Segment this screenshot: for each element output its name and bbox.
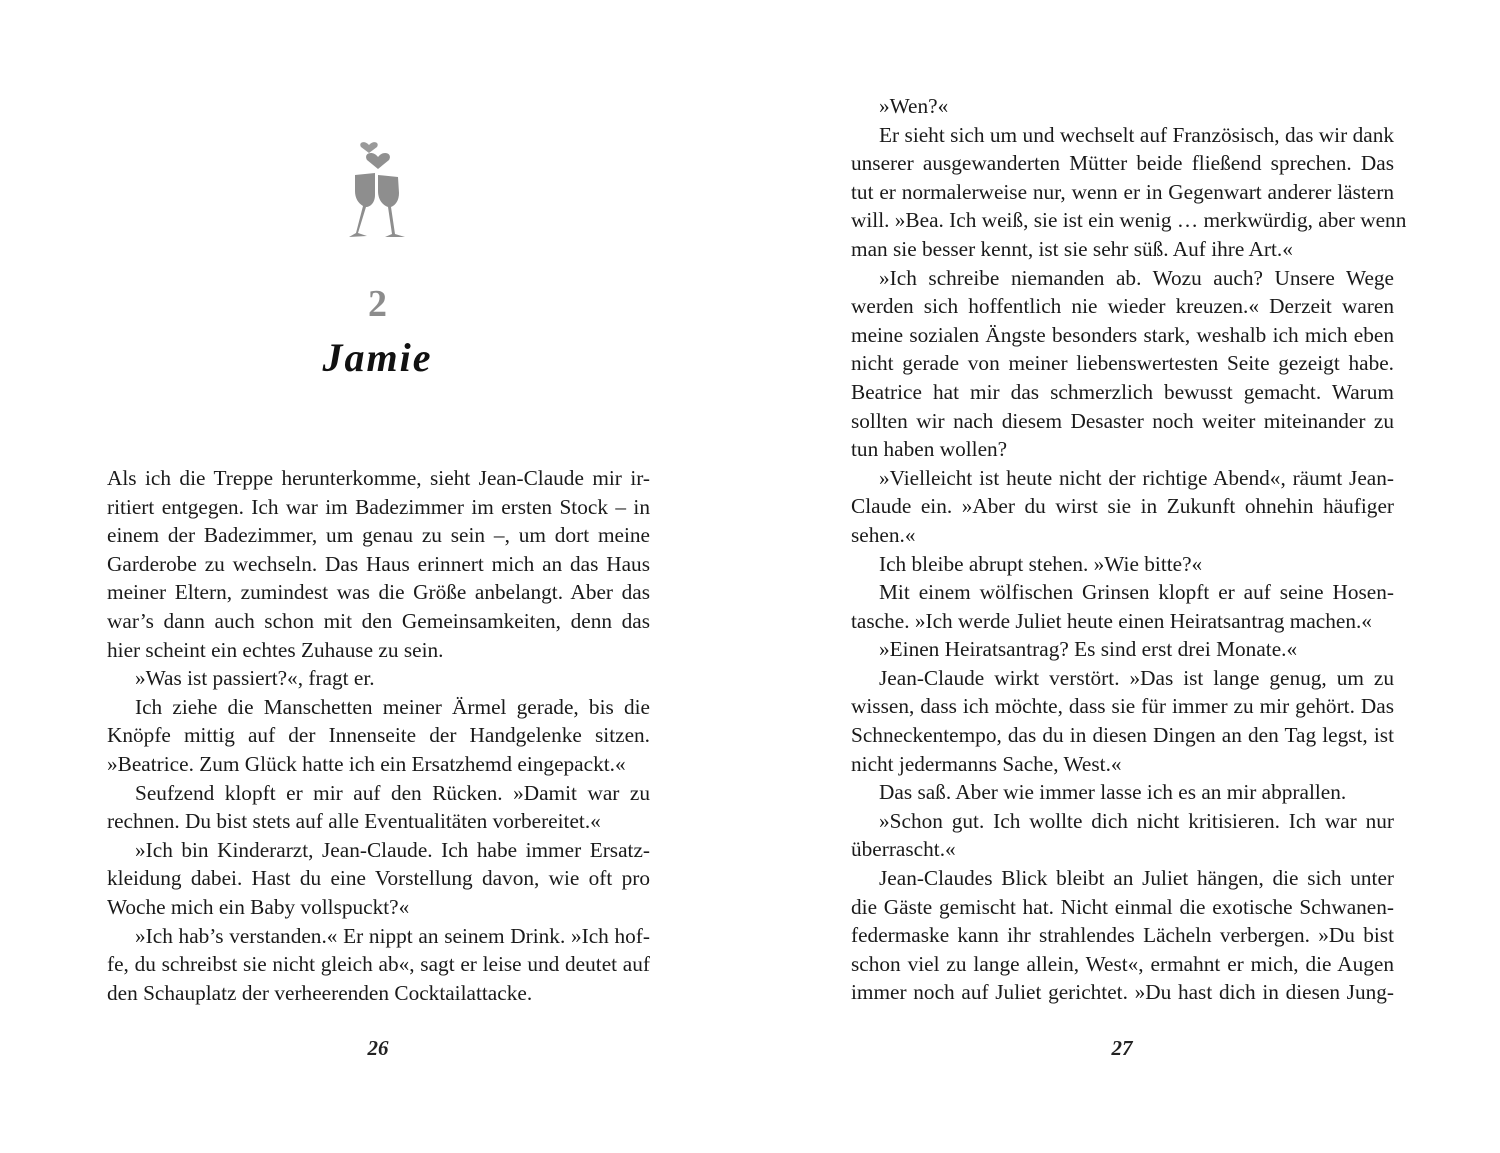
text-line: nicht jedermanns Sache, West.« (851, 751, 1122, 776)
text-line: »Was ist passiert?«, fragt er. (135, 666, 375, 691)
right-page-body-text (851, 92, 1407, 1007)
large-heart-icon (366, 153, 390, 169)
text-line: Als ich die Treppe herunterkomme, sieht Jean-Claude mir ir- (107, 466, 650, 490)
text-line: tun haben wollen? (851, 437, 1008, 462)
text-line: Claude ein. »Aber du wirst sie in Zukunft ohnehin häufiger (851, 494, 1394, 519)
text-line: Woche mich ein Baby vollspuckt?« (107, 894, 410, 919)
text-line: immer noch auf Juliet gerichtet. »Du hast dich in diesen Jung- (851, 980, 1394, 1005)
text-line: »Ich bin Kinderarzt, Jean-Claude. Ich habe immer Ersatz- (135, 837, 650, 862)
text-line: will. »Bea. Ich weiß, sie ist ein wenig … merkwürdig, aber wenn (851, 208, 1407, 233)
text-line: überrascht.« (851, 837, 956, 862)
text-line: schon viel zu lange allein, West«, ermahnt er mich, die Augen (851, 951, 1394, 976)
text-line: Jean-Claude wirkt verstört. »Das ist lange genug, um zu (879, 665, 1394, 690)
text-line: rechnen. Du bist stets auf alle Eventualitäten vorbereitet.« (107, 809, 601, 834)
chapter-title: Jamie (322, 335, 433, 380)
text-line: fe, du schreibst sie nicht gleich ab«, sagt er leise und deutet auf (107, 952, 650, 977)
right-glass-icon (378, 175, 405, 237)
text-line: Garderobe zu wechseln. Das Haus erinnert mich an das Haus (107, 551, 650, 576)
text-line: federmaske kann ihr strahlendes Lächeln verbergen. »Du bist (851, 923, 1394, 948)
text-line: die Gäste gemischt hat. Nicht einmal die exotische Schwanen- (851, 894, 1394, 919)
text-line: Schneckentempo, das du in diesen Dingen an den Tag legst, ist (851, 723, 1394, 748)
champagne-glasses-with-hearts-icon (345, 133, 409, 243)
text-line: »Ich hab’s verstanden.« Er nippt an seinem Drink. »Ich hof- (135, 923, 650, 948)
text-line: war’s dann auch schon mit den Gemeinsamkeiten, denn das (107, 608, 650, 633)
page-number-right: 27 (1111, 1036, 1133, 1060)
page-number-left: 26 (367, 1036, 389, 1060)
text-line: wissen, dass ich möchte, dass sie für immer zu mir gehört. Das (851, 694, 1394, 719)
text-line: Er sieht sich um und wechselt auf Französisch, das wir dank (879, 122, 1394, 147)
text-line: man sie besser kennt, ist sie sehr süß. Auf ihre Art.« (851, 236, 1293, 261)
text-line: ritiert entgegen. Ich war im Badezimmer im ersten Stock – in (107, 494, 650, 519)
text-line: nicht gerade von meiner liebenswertesten Seite gezeigt habe. (851, 351, 1394, 376)
text-line: Seufzend klopft er mir auf den Rücken. »Damit war zu (135, 780, 650, 805)
text-line: sollten wir nach diesem Desaster noch weiter miteinander zu (851, 408, 1394, 433)
text-line: meine sozialen Ängste besonders stark, weshalb ich mich eben (851, 322, 1394, 347)
text-line: einem der Badezimmer, um genau zu sein –, um dort meine (107, 523, 650, 548)
text-line: Ich bleibe abrupt stehen. »Wie bitte?« (879, 551, 1203, 576)
text-line: »Beatrice. Zum Glück hatte ich ein Ersatzhemd eingepackt.« (107, 751, 626, 776)
text-line: unserer ausgewanderten Mütter beide fließend sprechen. Das (851, 151, 1394, 176)
text-line: den Schauplatz der verheerenden Cocktailattacke. (107, 980, 533, 1005)
text-line: werden sich hoffentlich nie wieder kreuzen.« Derzeit waren (851, 294, 1394, 319)
text-line: Mit einem wölfischen Grinsen klopft er auf seine Hosen- (879, 580, 1394, 605)
text-line: sehen.« (851, 522, 916, 547)
small-heart-icon (360, 142, 377, 153)
text-line: »Vielleicht ist heute nicht der richtige Abend«, räumt Jean- (879, 465, 1394, 490)
text-line: Beatrice hat mir das schmerzlich bewusst gemacht. Warum (851, 379, 1394, 404)
right-page (750, 0, 1500, 1153)
text-line: »Schon gut. Ich wollte dich nicht kritisieren. Ich war nur (879, 808, 1394, 833)
text-line: »Wen?« (879, 94, 949, 118)
text-line: Jean-Claudes Blick bleibt an Juliet hängen, die sich unter (879, 866, 1394, 891)
chapter-number: 2 (368, 283, 387, 325)
text-line: »Ich schreibe niemanden ab. Wozu auch? Unsere Wege (879, 265, 1394, 290)
text-line: »Einen Heiratsantrag? Es sind erst drei Monate.« (879, 637, 1298, 662)
text-line: kleidung dabei. Hast du eine Vorstellung davon, wie oft pro (107, 866, 650, 891)
left-page-body-text (107, 464, 650, 1007)
text-line: hier scheint ein echtes Zuhause zu sein. (107, 637, 444, 662)
text-line: tasche. »Ich werde Juliet heute einen Heiratsantrag machen.« (851, 608, 1372, 633)
left-glass-icon (349, 173, 375, 237)
text-line: meiner Eltern, zumindest was die Größe anbelangt. Aber das (107, 580, 650, 605)
text-line: Knöpfe mittig auf der Innenseite der Handgelenke sitzen. (107, 723, 650, 748)
text-line: tut er normalerweise nur, wenn er in Gegenwart anderer lästern (851, 179, 1394, 204)
text-line: Das saß. Aber wie immer lasse ich es an mir abprallen. (879, 780, 1347, 805)
text-line: Ich ziehe die Manschetten meiner Ärmel gerade, bis die (135, 694, 650, 719)
